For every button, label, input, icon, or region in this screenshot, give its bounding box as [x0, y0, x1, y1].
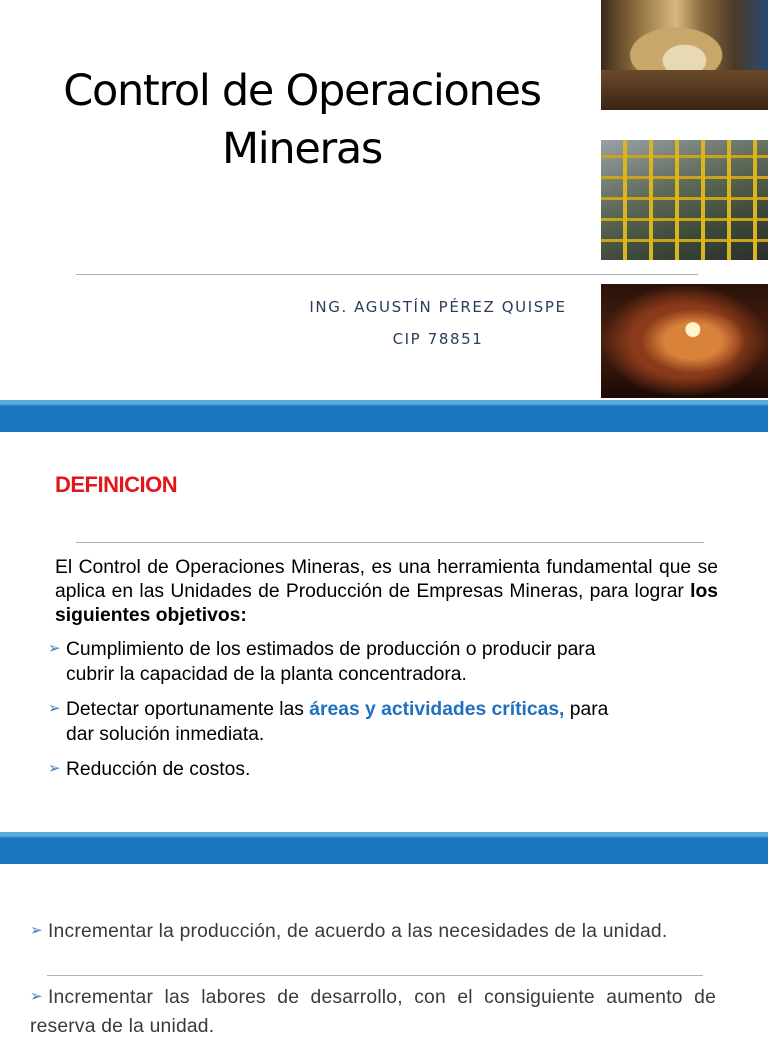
mill-plant-photo [601, 0, 768, 110]
arrow-bullet-icon: ➢ [48, 700, 61, 717]
list-item [48, 758, 718, 783]
list-item [48, 638, 718, 687]
author-cip: CIP 78851 [392, 330, 484, 348]
title-divider [76, 274, 698, 275]
objectives-bold-text: los siguientes objetivos: [55, 581, 718, 626]
definition-text: El Control de Operaciones Mineras, es una herramienta fundamental que se aplica en las Unidades de Producción de Empresas Mineras, para lograr [55, 557, 718, 602]
definition-paragraph [55, 556, 718, 628]
bullet-text: Reducción de costos. [66, 759, 251, 780]
bullet-text: Incrementar la producción, de acuerdo a las necesidades de la unidad. [48, 921, 668, 942]
slide-separator [0, 400, 768, 432]
list-item [30, 984, 716, 1041]
conveyor-structure-photo [601, 140, 768, 260]
title-slide [0, 0, 768, 400]
bullet-text-continued: dar solución inmediata. [66, 724, 265, 745]
list-item [48, 698, 718, 747]
highlighted-text: áreas y actividades críticas, [309, 699, 565, 720]
bullet-text: Detectar oportunamente las [66, 699, 310, 720]
bullet-text: Cumplimiento de los estimados de producción o producir para [66, 639, 596, 660]
slide-title [0, 62, 604, 178]
slide-separator [0, 832, 768, 864]
definition-heading: DEFINICION [55, 472, 178, 497]
bullet-text-continued: cubrir la capacidad de la planta concentradora. [66, 664, 467, 685]
arrow-bullet-icon: ➢ [30, 922, 43, 939]
heading-divider [76, 542, 704, 543]
author-name: ING. AGUSTÍN PÉREZ QUISPE [309, 298, 567, 316]
list-item [30, 918, 716, 947]
bullet-text: Incrementar las labores de desarrollo, con el consiguiente aumento de reserva de la unidad. [30, 987, 716, 1037]
title-line-2: Mineras [221, 124, 383, 174]
list-divider [47, 975, 703, 976]
bullet-text-tail: para [564, 699, 609, 720]
underground-miners-photo [601, 284, 768, 398]
title-line-1: Control de Operaciones [63, 66, 541, 116]
arrow-bullet-icon: ➢ [48, 640, 61, 657]
arrow-bullet-icon: ➢ [30, 988, 43, 1005]
arrow-bullet-icon: ➢ [48, 760, 61, 777]
